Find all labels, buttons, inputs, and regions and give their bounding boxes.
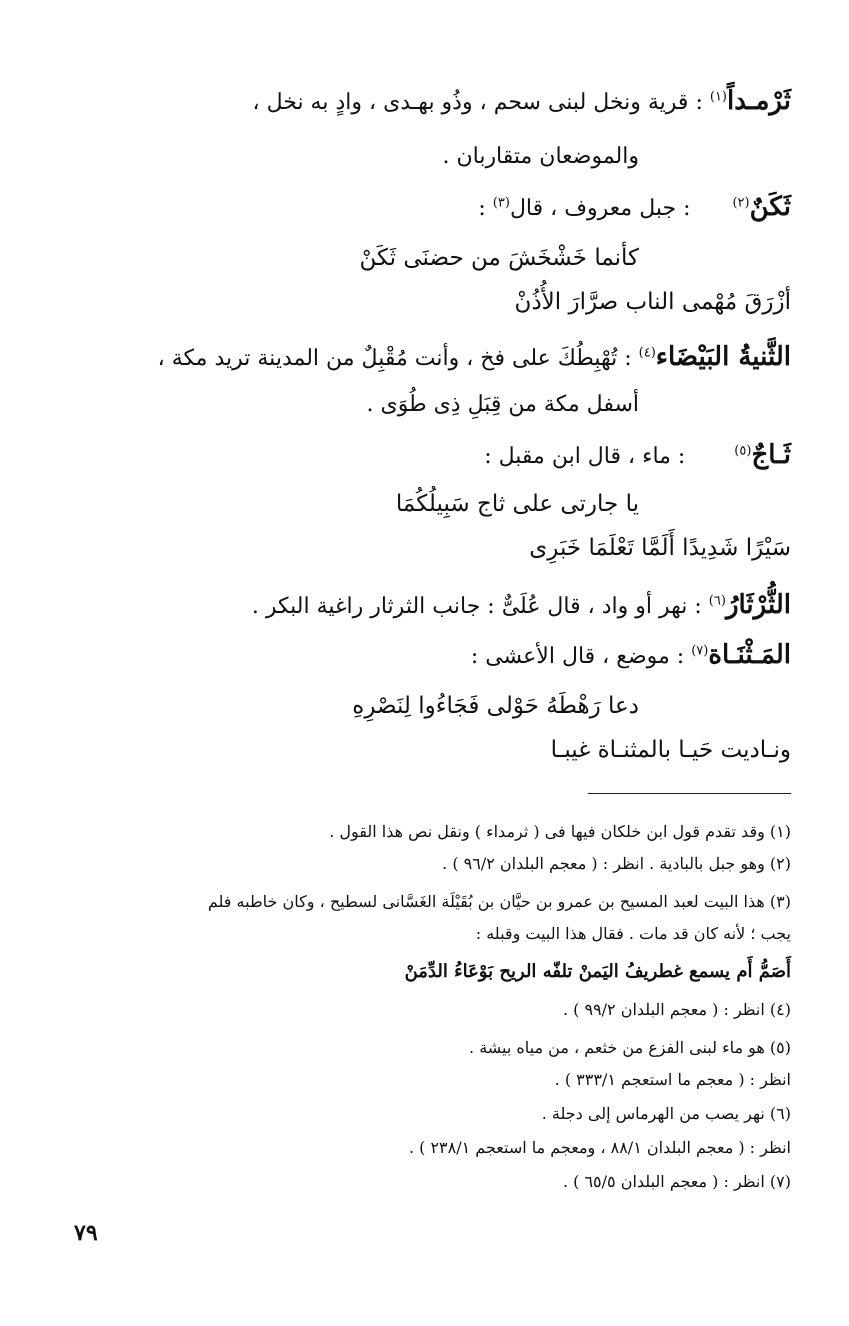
bleed-through-mark (112, 822, 222, 840)
page-number: ٧٩ (74, 1220, 98, 1246)
footnote-ref: (٧) (691, 643, 709, 659)
entry-tharmada-continued (442, 142, 639, 172)
entry-text: أسفل مكة من قِبَلِ ذِى طُوَى . (366, 392, 639, 417)
footnote-6: (٦) نهر يصب من الهرماس إلى دجلة . (541, 1104, 791, 1123)
entry-thartar (252, 590, 791, 622)
footnote-ref: (٤) (638, 345, 656, 361)
footnote-ref: (٦) (708, 593, 726, 609)
poem-line: يا جارتى على ثاج سَبِيلُكُمَا (395, 491, 639, 517)
footnote-ref: (٣) (492, 195, 510, 211)
entry-text: : جبل معروف ، قال (509, 196, 691, 221)
footnote-separator (588, 793, 791, 794)
bleed-through-mark (112, 1036, 202, 1054)
bleed-through-mark (90, 244, 200, 264)
footnote-3-verse: أَصَمُّ أَم يسمع غطريفُ اليَمنْ تلفّه الريح بَوْعَاءُ الدِّمَنْ (404, 961, 791, 982)
entry-text: : نهر أو واد ، قال عُلَىٌّ : جانب الثرثار راغية البكر . (251, 594, 702, 619)
entry-muthanna (471, 640, 791, 672)
bleed-through-mark (112, 1102, 202, 1120)
entry-tharmada (252, 86, 791, 118)
footnote-ref: (٥) (734, 443, 752, 459)
entry-thaj (484, 440, 791, 472)
footnote-3-continued: يجب ؛ لأنه كان قد مات . فقال هذا البيت وقبله : (475, 924, 791, 943)
poem-line: دعا رَهْطَهُ حَوْلى فَجَاءُوا لِنَصْرِهِ (352, 693, 639, 719)
bleed-through-mark (86, 356, 166, 376)
poem-line: كأنما خَشْخَشَ من حضنَى ثَكَنْ (359, 245, 639, 271)
entry-thaniyya (158, 342, 791, 374)
footnote-7: (٧) انظر : ( معجم البلدان ٦٥/٥ ) . (562, 1172, 791, 1191)
poem-line: سَيْرًا شَدِيدًا أَلَمَّا تَعْلَمَا خَبَرِى (529, 535, 791, 561)
bleed-through-mark (112, 1170, 192, 1188)
entry-heading: الثُّرْثَارُ (725, 590, 791, 620)
bleed-through-mark (70, 82, 200, 112)
footnote-ref: (٢) (732, 195, 750, 211)
entry-text: : (478, 196, 486, 221)
bleed-through-mark (112, 926, 212, 944)
poem-line: ونـاديت حَيـا بالمثنـاة غيبـا (550, 737, 791, 763)
bleed-through-mark (80, 856, 220, 874)
bleed-through-mark (90, 186, 190, 206)
footnote-3: (٣) هذا البيت لعبد المسيح بن عمرو بن حيَّان بن بُقَيْلَة الغَسَّانى لسطيح ، وكان خاطبه فلم (207, 892, 791, 911)
entry-text: : تُهْبِطُكَ على فخ ، وأنت مُقْبِلٌ من المدينة تريد مكة ، (157, 346, 632, 371)
entry-thakan (478, 192, 791, 224)
footnote-ref: (١) (709, 89, 727, 105)
footnote-5-continued: انظر : ( معجم ما استعجم ٣٣٣/١ ) . (554, 1070, 791, 1089)
poem-line: أزْرَقَ مُهْمى الناب صرَّارَ الأُذُنْ (514, 289, 791, 315)
entry-text: : قرية ونخل لبنى سحم ، وذُو بهـدى ، وادٍ به نخل ، (252, 90, 703, 115)
entry-heading: ثَرْمـداً (727, 86, 791, 116)
bleed-through-mark (112, 1136, 202, 1154)
bleed-through-mark (88, 126, 208, 146)
footnote-5: (٥) هو ماء لبنى الفزع من خثعم ، من مياه بيشة . (469, 1038, 791, 1057)
entry-heading: المَـثْنَـاة (708, 640, 791, 670)
entry-heading: ثَكَنٌ (749, 192, 791, 222)
entry-heading: ثَـاجٌ (751, 440, 791, 470)
bleed-through-mark (86, 454, 196, 474)
entry-text: : ماء ، قال ابن مقبل : (484, 444, 686, 469)
entry-thaniyya-continued (367, 390, 639, 420)
entry-text: : موضع ، قال الأعشى : (470, 644, 685, 669)
bleed-through-mark (112, 1068, 202, 1086)
footnote-4: (٤) انظر : ( معجم البلدان ٩٩/٢ ) . (562, 1000, 791, 1019)
entry-text: والموضعان متقاربان . (442, 144, 639, 169)
footnote-1: (١) وقد تقدم قول ابن خلكان فيها فى ( ثرمداء ) ونقل نص هذا القول . (329, 822, 791, 841)
entry-heading: الثَّنيةُ البَيْضَاء (655, 342, 791, 372)
footnote-2: (٢) وهو جبل بالبادية . انظر : ( معجم البلدان ٩٦/٢ ) . (442, 854, 791, 873)
footnote-6-continued: انظر : ( معجم البلدان ٨٨/١ ، ومعجم ما استعجم ٢٣٨/١ ) . (408, 1138, 791, 1157)
bleed-through-mark (112, 998, 202, 1016)
